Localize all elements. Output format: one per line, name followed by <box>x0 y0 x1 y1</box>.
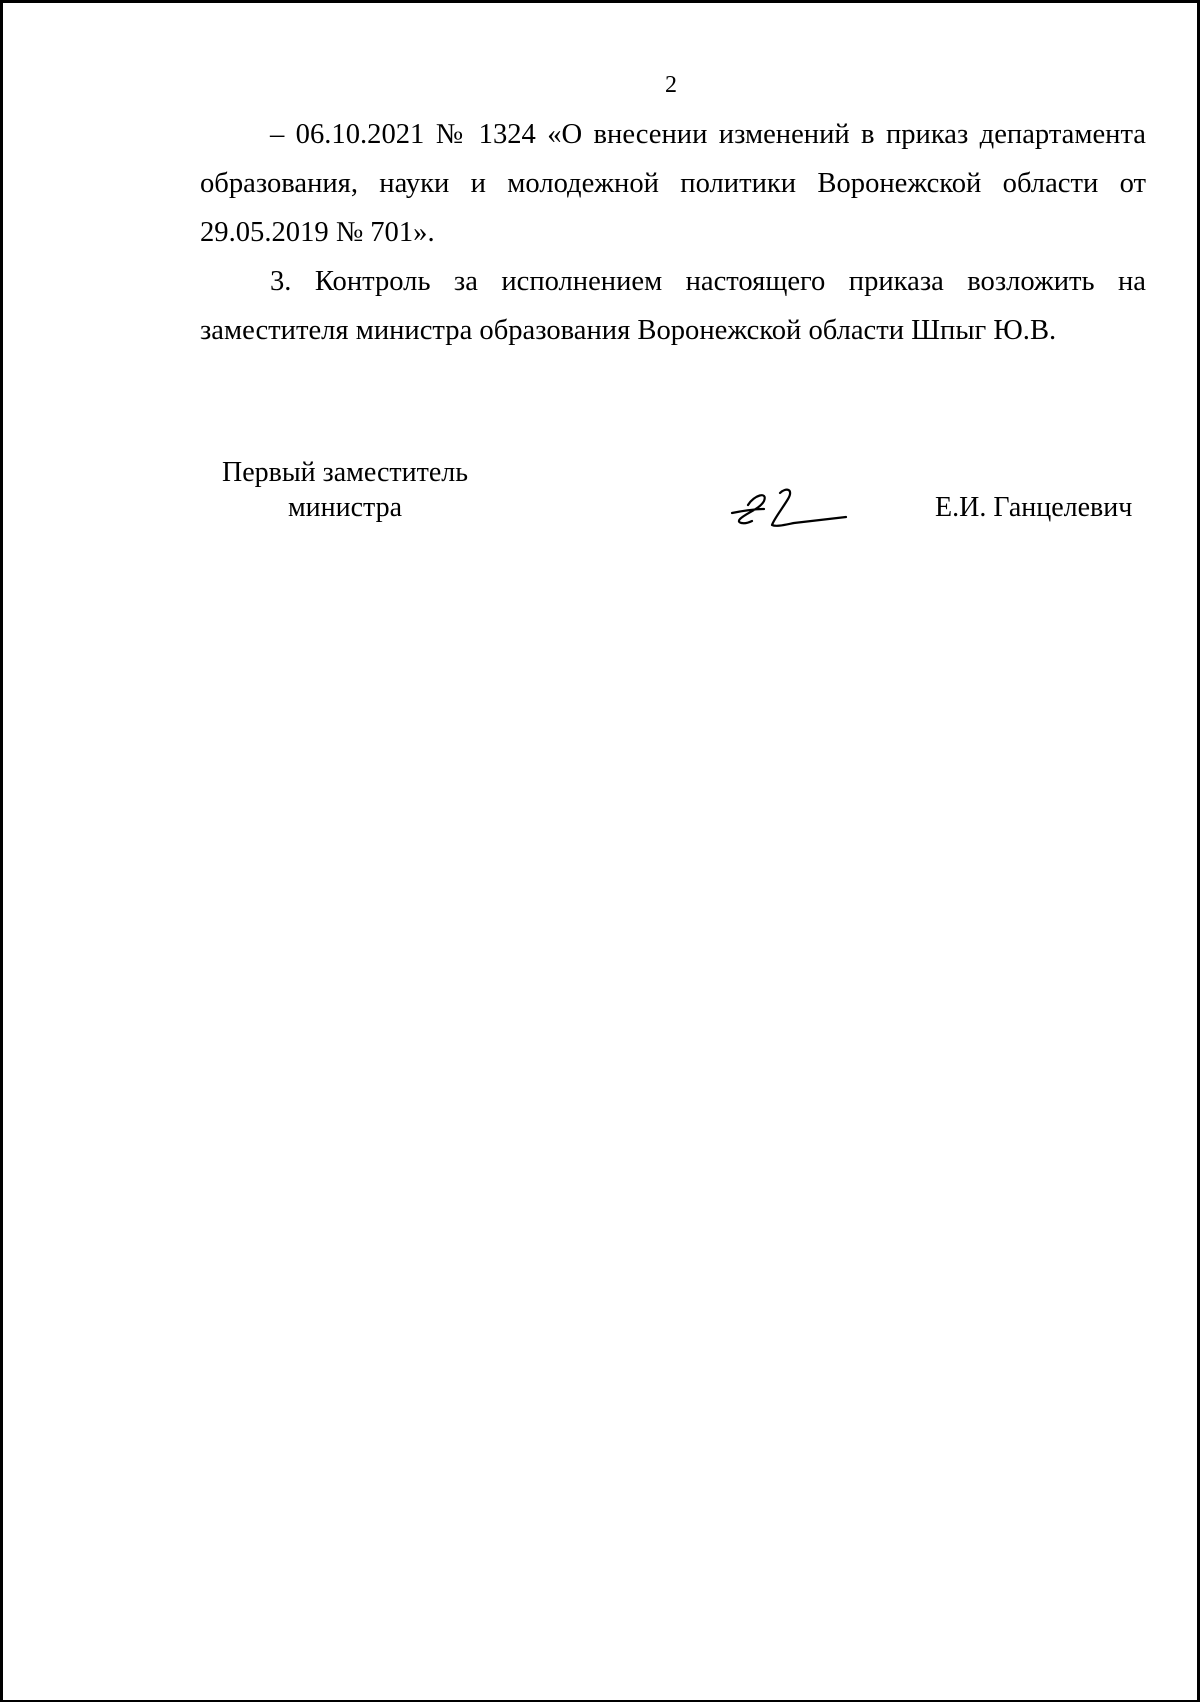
paragraph-amendment-item: – 06.10.2021 № 1324 «О внесении изменений в приказ департамента образования, науки и молодежной политики Воронежской области от 29.05.2019 № 701». <box>200 119 1146 248</box>
paragraph-control-clause: 3. Контроль за исполнением настоящего приказа возложить на заместителя министра образования Воронежской области Шпыг Ю.В. <box>200 266 1146 346</box>
signatory-name: Е.И. Ганцелевич <box>935 492 1133 523</box>
handwritten-signature <box>728 483 848 539</box>
document-body <box>200 110 1146 355</box>
signatory-position-line-1: Первый заместитель <box>221 457 469 488</box>
page-number: 2 <box>665 72 677 98</box>
signatory-position-line-2: министра <box>287 492 403 523</box>
scan-edge-top <box>0 0 1200 3</box>
signature-block <box>0 455 1200 535</box>
scan-edge-left <box>0 0 3 1702</box>
signatory-position <box>200 455 490 525</box>
